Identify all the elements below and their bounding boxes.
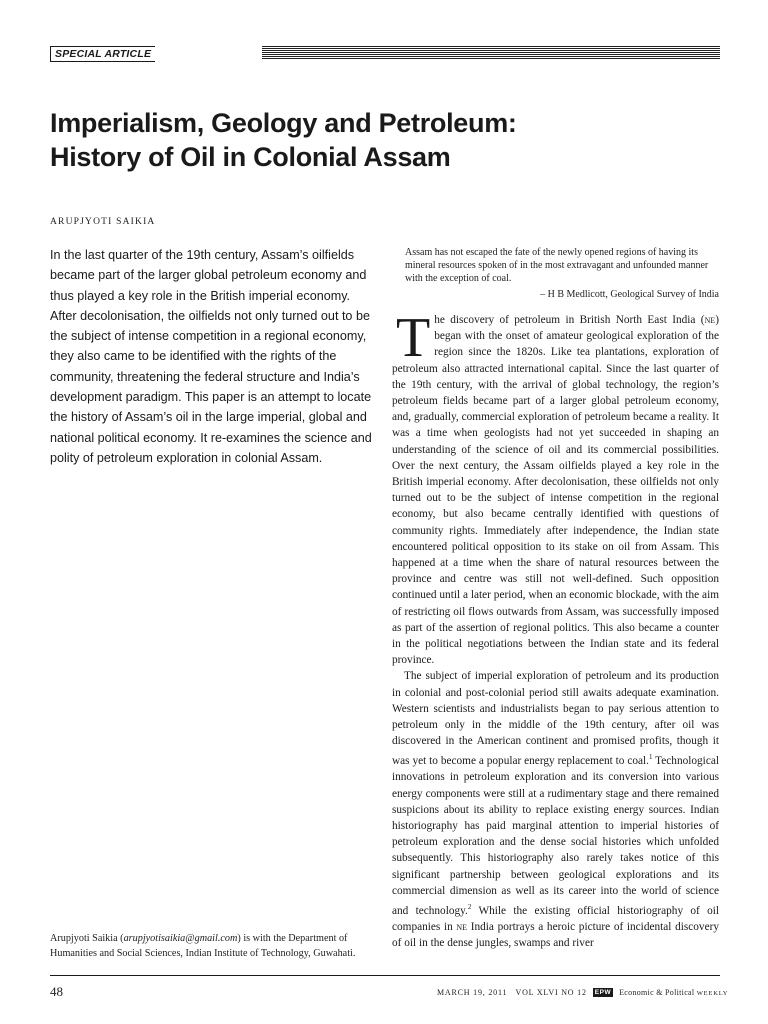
abbr-ne: ne [704,314,716,326]
body-paragraph-1 [392,307,719,668]
epw-logo: EPW [594,989,612,996]
article-body [392,307,719,951]
body-paragraph-2 [392,668,719,951]
epigraph-attribution: – H B Medlicott, Geological Survey of India [540,289,719,300]
article-author: ARUPJYOTI SAIKIA [50,217,156,227]
body-text: he discovery of petroleum in British North East India ( [434,314,705,326]
body-text: The subject of imperial exploration of petroleum and its production in colonial and post-colonial period still awaits adequate examination. Western scientists and industrialists began to pay serious attention to petroleum only in the middle of the 19th century, after oil was discovered in the American continent and promised profits, though it was yet to become a popular energy replacement to coal. [392,670,719,768]
footnote-ref-1[interactable]: 1 [648,753,653,762]
body-text: Technological innovations in petroleum exploration and its conversion into various energy components were still at a rudimentary stage and there remained suspicions about its ability to replace existing energy sources. Indian historiography has paid marginal attention to imperial histories of petroleum exploration and the dense social histories which unfolded subsequently. This historiography also rarely takes notice of this significant partnership between geological explorations and its commercial dimension as well as its career into the world of science and technology. [392,755,719,917]
abbr-ne: ne [456,921,468,934]
journal-name-suffix: WEEKLY [696,990,729,997]
author-email[interactable]: arupjyotisaikia@gmail.com [123,933,238,944]
body-text: While the existing official historiography of oil companies in [392,904,719,934]
drop-cap: T [396,307,431,369]
issue-date: MARCH 19, 2011 VOL XLVI NO 12 [437,988,587,997]
article-title-line-1: Imperialism, Geology and Petroleum: [50,108,517,138]
article-abstract: In the last quarter of the 19th century, Assam’s oilfields became part of the larger global petroleum economy and thus played a key role in the British imperial economy. After decolonisation, the oilfields not only turned out to be the subject of intense competition in a regional economy, they also came to be identified with the rights of the community, threatening the federal structure and India’s development paradigm. This paper is an attempt to locate the history of Assam’s oil in the large imperial, global and national political economy. It re-examines the science and polity of petroleum exploration in colonial Assam. [50,248,372,465]
epigraph-quote: Assam has not escaped the fate of the newly opened regions of having its mineral resources spoken of in the most extravagant and unfounded manner with the exception of coal. [405,247,709,284]
footer-rule [50,975,720,976]
section-header-bar [50,46,720,60]
article-title [50,106,730,174]
footnote-ref-2[interactable]: 2 [467,903,472,912]
journal-name [619,988,728,997]
section-label: SPECIAL ARTICLE [50,46,155,62]
section-bar-rule [262,46,720,60]
page-number: 48 [50,984,63,999]
footer-issue-info [437,988,728,997]
body-text: ) began with the onset of amateur geological exploration of the region since the 1820s. Like tea plantations, exploration of petroleum also attracted international capital. Since the last quarter of the 19th century, with the arrival of global technology, the region’s petroleum fields became part of a larger global petroleum economy, and, gradually, commercial exploration of petroleum became a reality. It was a time when geologists had not yet succeeded in shaping an understanding of the science of oil and its commercial possibilities. Over the next century, the Assam oilfields played a key role in the British imperial economy. After decolonisation, these oilfields not only turned out to be the subject of intense competition in the regional economy, but also became centrally identified with questions of community rights. Immediately after independence, the Indian state encountered political opposition to its stake on oil from Assam. This happened at a time when the share of natural resources between the province and centre was still not well-defined. Such opposition continued until a later period, when an economic blockade, with the aim of restricting oil flows outwards from Assam, was successfully imposed as part of the assertion of regional politics. This also became a counter in the political negotiations between the Indian state and its federal province. [392,314,719,667]
author-note-affiliation: ) is with the Department of Humanities and Social Sciences, Indian Institute of Technology, Guwahati. [50,933,356,960]
body-text: India portrays a heroic picture of incidental discovery of oil in the dense jungles, swamps and river [392,921,719,950]
author-note-name: Arupjyoti Saikia ( [50,933,124,944]
author-note [50,931,370,961]
article-title-line-2: History of Oil in Colonial Assam [50,142,451,172]
journal-name-prefix: Economic & Political [619,988,697,997]
